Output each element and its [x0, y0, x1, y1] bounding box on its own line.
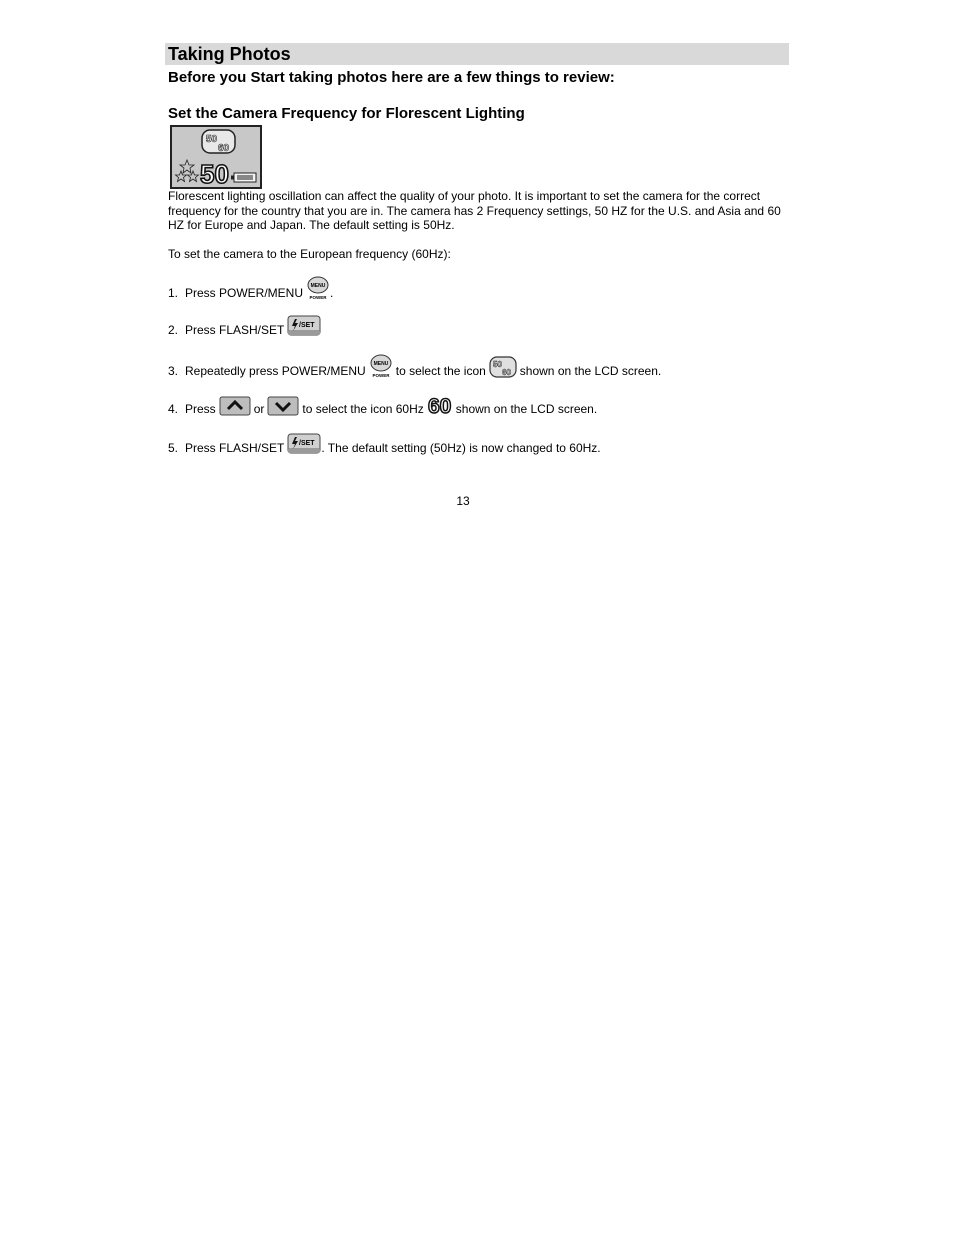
step-text: Press FLASH/SET	[185, 323, 285, 337]
step-number: 3.	[168, 364, 179, 378]
battery-icon	[231, 173, 256, 182]
frequency-60-icon	[427, 394, 453, 416]
lcd-icon-top-text: 50	[206, 134, 218, 145]
step-text-after: shown on the LCD screen.	[519, 364, 662, 378]
step-text: Press FLASH/SET	[185, 441, 285, 455]
step-text: Press POWER/MENU	[185, 286, 304, 300]
step-5	[168, 433, 601, 455]
svg-text:/SET: /SET	[299, 322, 315, 329]
page-title: Taking Photos	[168, 44, 291, 64]
up-arrow-button-icon	[219, 396, 251, 416]
section-heading: Set the Camera Frequency for Florescent Lighting	[168, 105, 525, 122]
menu-power-button-icon	[306, 276, 330, 300]
svg-text:MENU: MENU	[373, 361, 389, 367]
lcd-frequency-icon	[172, 127, 260, 187]
step-3	[168, 354, 661, 378]
flash-set-button-icon	[287, 315, 321, 337]
step-text-after: . The default setting (50Hz) is now changed to 60Hz.	[321, 441, 601, 455]
lcd-frequency-label: 50	[200, 159, 229, 187]
menu-power-button-icon	[369, 354, 393, 378]
step-text: Press	[185, 402, 216, 416]
svg-text:POWER: POWER	[309, 295, 327, 300]
intro-paragraph: Florescent lighting oscillation can affect the quality of your photo. It is important to set the camera for the correct frequency for the country that you are in. The camera has 2 Frequency settings, 50 HZ for the U.S. and Asia and 60 HZ for Europe and Japan. The default setting is 50Hz.	[168, 189, 781, 232]
svg-text:POWER: POWER	[372, 373, 390, 378]
step-text-or: or	[253, 402, 265, 416]
flash-set-button-icon	[287, 433, 321, 455]
subheading: Before you Start taking photos here are a few things to review:	[168, 69, 615, 86]
svg-text:60: 60	[427, 395, 452, 416]
svg-text:/SET: /SET	[299, 440, 315, 447]
svg-text:50: 50	[492, 360, 502, 369]
step-text-after: .	[330, 286, 334, 300]
step-number: 5.	[168, 441, 179, 455]
step-number: 4.	[168, 402, 179, 416]
stars-icon	[176, 160, 199, 182]
lcd-screen-illustration	[170, 125, 262, 189]
page-number: 13	[456, 494, 470, 508]
down-arrow-button-icon	[267, 396, 299, 416]
step-text-after: shown on the LCD screen.	[455, 402, 598, 416]
frequency-50-60-icon	[489, 356, 517, 378]
step-text-middle: to select the icon	[395, 364, 486, 378]
step-1	[168, 276, 333, 300]
step-text-middle: to select the icon 60Hz	[302, 402, 424, 416]
step-text: Repeatedly press POWER/MENU	[185, 364, 366, 378]
instructions-intro: To set the camera to the European frequency (60Hz):	[168, 247, 451, 261]
svg-text:60: 60	[501, 368, 511, 377]
step-2	[168, 315, 324, 337]
step-4	[168, 394, 597, 416]
svg-text:MENU: MENU	[310, 283, 326, 289]
step-number: 2.	[168, 323, 179, 337]
step-number: 1.	[168, 286, 179, 300]
lcd-icon-bottom-text: 60	[218, 143, 230, 154]
